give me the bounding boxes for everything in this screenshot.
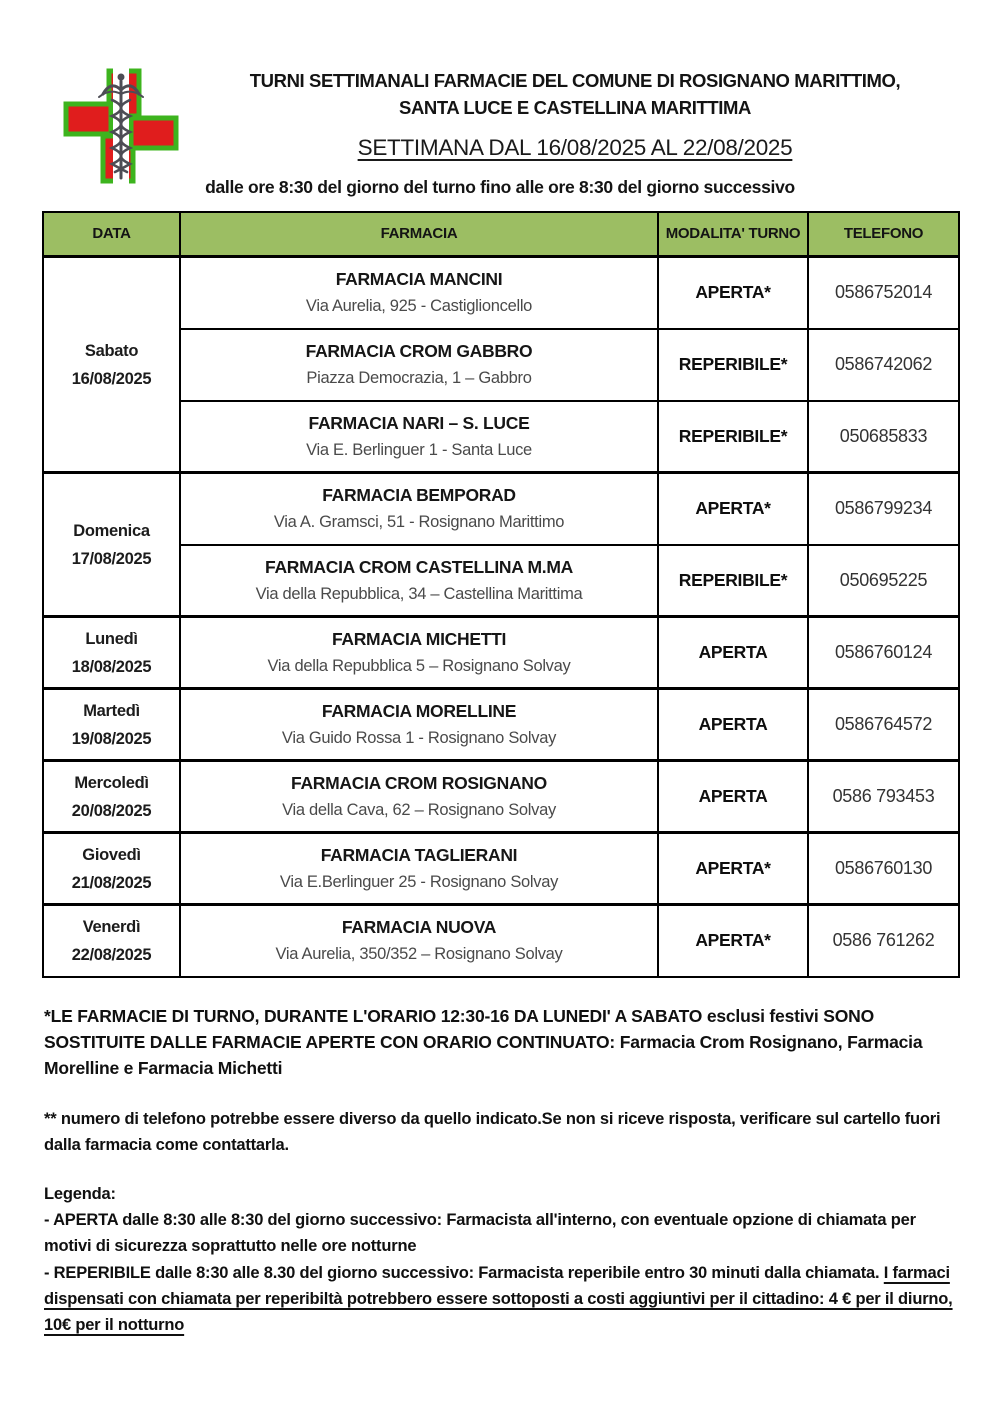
pharmacy-address: Via della Repubblica, 34 – Castellina Marittima xyxy=(255,584,583,603)
pharmacy-cross-caduceus-icon xyxy=(58,66,184,186)
table-row xyxy=(43,617,959,689)
day-date: 20/08/2025 xyxy=(71,801,152,820)
pharmacy-name: FARMACIA BEMPORAD xyxy=(322,485,516,506)
page-header xyxy=(0,0,1000,198)
substitution-note: *LE FARMACIE DI TURNO, DURANTE L'ORARIO 12:30-16 DA LUNEDI' A SABATO esclusi festivi SONO SOSTITUITE DALLE FARMACIE APERTE CON ORARIO CONTINUATO: Farmacia Crom Rosignano, Farmacia Morelline e Farmacia Michetti xyxy=(44,1005,923,1079)
column-header-modalita: MODALITA' TURNO xyxy=(658,212,808,257)
shift-mode: REPERIBILE* xyxy=(658,329,808,401)
table-row xyxy=(43,689,959,761)
day-date: 16/08/2025 xyxy=(71,369,152,388)
legend xyxy=(44,1181,956,1339)
pharmacy-cell xyxy=(180,905,658,977)
phone-number: 0586799234 xyxy=(808,473,959,545)
pharmacy-name: FARMACIA MANCINI xyxy=(335,269,503,290)
pharmacy-cell xyxy=(180,257,658,329)
shift-mode: REPERIBILE* xyxy=(658,545,808,617)
pharmacy-name: FARMACIA CROM ROSIGNANO xyxy=(291,773,547,794)
pharmacy-name: FARMACIA MORELLINE xyxy=(321,701,517,722)
shift-mode: APERTA xyxy=(658,617,808,689)
shift-mode: REPERIBILE* xyxy=(658,401,808,473)
shift-mode: APERTA* xyxy=(658,833,808,905)
day-name: Martedì xyxy=(83,701,140,720)
pharmacy-address: Via Guido Rossa 1 - Rosignano Solvay xyxy=(281,729,557,748)
pharmacy-address: Piazza Democrazia, 1 – Gabbro xyxy=(306,369,532,388)
day-name: Domenica xyxy=(73,521,150,540)
shift-mode: APERTA xyxy=(658,761,808,833)
pharmacy-address: Via Aurelia, 925 - Castiglioncello xyxy=(305,297,533,316)
table-row xyxy=(43,905,959,977)
shift-mode: APERTA* xyxy=(658,905,808,977)
pharmacy-name: FARMACIA NARI – S. LUCE xyxy=(308,412,530,433)
day-name: Mercoledì xyxy=(74,773,149,792)
table-row xyxy=(43,329,959,401)
week-range-heading: SETTIMANA DAL 16/08/2025 AL 22/08/2025 xyxy=(357,134,793,160)
legend-title: Legenda: xyxy=(44,1184,116,1203)
pharmacy-cell xyxy=(180,473,658,545)
pharmacy-name: FARMACIA MICHETTI xyxy=(331,629,507,650)
day-cell-giovedi xyxy=(43,833,180,905)
table-row xyxy=(43,473,959,545)
table-row xyxy=(43,401,959,473)
shift-mode: APERTA* xyxy=(658,257,808,329)
day-cell-sabato xyxy=(43,257,180,473)
pharmacy-address: Via Aurelia, 350/352 – Rosignano Solvay xyxy=(275,945,563,964)
phone-number: 0586 761262 xyxy=(808,905,959,977)
day-name: Venerdì xyxy=(82,917,141,936)
pharmacy-schedule-table xyxy=(42,211,960,978)
pharmacy-address: Via E. Berlinguer 1 - Santa Luce xyxy=(306,440,532,459)
pharmacy-address: Via della Repubblica 5 – Rosignano Solvay xyxy=(267,657,571,676)
day-name: Lunedì xyxy=(85,629,138,648)
pharmacy-cell xyxy=(180,545,658,617)
day-date: 18/08/2025 xyxy=(71,657,152,676)
pharmacy-address: Via della Cava, 62 – Rosignano Solvay xyxy=(282,801,556,820)
legend-aperta-definition: - APERTA dalle 8:30 alle 8:30 del giorno successivo: Farmacista all'interno, con eventuale opzione di chiamata per motivi di sicurezza soprattutto nelle ore notturne xyxy=(44,1210,916,1256)
pharmacy-name: FARMACIA CROM CASTELLINA M.MA xyxy=(265,556,573,577)
table-row xyxy=(43,761,959,833)
phone-number: 0586742062 xyxy=(808,329,959,401)
day-cell-mercoledi xyxy=(43,761,180,833)
phone-number: 0586760124 xyxy=(808,617,959,689)
legend-reperibile-costs-underlined: I farmaci dispensati con chiamata per reperibiltà potrebbero essere sottoposti a costi aggiuntivi per il cittadino: 4 € per il diurno, 10€ per il notturno xyxy=(44,1263,953,1335)
phone-number: 050695225 xyxy=(808,545,959,617)
pharmacy-name: FARMACIA TAGLIERANI xyxy=(320,845,518,866)
column-header-data: DATA xyxy=(43,212,180,257)
day-cell-domenica xyxy=(43,473,180,617)
table-header-row xyxy=(43,212,959,257)
pharmacy-cell xyxy=(180,689,658,761)
day-date: 19/08/2025 xyxy=(71,729,152,748)
shift-mode: APERTA xyxy=(658,689,808,761)
legend-reperibile-definition xyxy=(44,1260,956,1339)
pharmacy-cell xyxy=(180,401,658,473)
phone-number: 0586764572 xyxy=(808,689,959,761)
pharmacy-cell xyxy=(180,617,658,689)
day-cell-venerdi xyxy=(43,905,180,977)
pharmacy-name: FARMACIA CROM GABBRO xyxy=(305,341,533,362)
pharmacy-address: Via A. Gramsci, 51 - Rosignano Marittimo xyxy=(273,513,565,532)
pharmacy-name: FARMACIA NUOVA xyxy=(341,917,497,938)
title-block xyxy=(190,68,960,161)
pharmacy-cell xyxy=(180,761,658,833)
day-name: Sabato xyxy=(84,341,139,360)
pharmacy-cell xyxy=(180,329,658,401)
table-row xyxy=(43,257,959,329)
phone-number: 0586760130 xyxy=(808,833,959,905)
pharmacy-address: Via E.Berlinguer 25 - Rosignano Solvay xyxy=(279,873,559,892)
column-header-telefono: TELEFONO xyxy=(808,212,959,257)
table-row xyxy=(43,833,959,905)
phone-number: 0586 793453 xyxy=(808,761,959,833)
day-date: 22/08/2025 xyxy=(71,945,152,964)
phone-disclaimer-note: ** numero di telefono potrebbe essere diverso da quello indicato.Se non si riceve risposta, verificare sul cartello fuori dalla farmacia come contattarla. xyxy=(44,1110,941,1154)
day-cell-martedi xyxy=(43,689,180,761)
page-title-line2: SANTA LUCE E CASTELLINA MARITTIMA xyxy=(399,96,751,118)
pharmacy-cell xyxy=(180,833,658,905)
shift-hours-subtitle: dalle ore 8:30 del giorno del turno fino alle ore 8:30 del giorno successivo xyxy=(205,176,795,197)
day-date: 17/08/2025 xyxy=(71,549,152,568)
footnotes-section xyxy=(44,1003,956,1339)
day-date: 21/08/2025 xyxy=(71,873,152,892)
phone-number: 0586752014 xyxy=(808,257,959,329)
page-title-line1: TURNI SETTIMANALI FARMACIE DEL COMUNE DI ROSIGNANO MARITTIMO, xyxy=(249,70,901,91)
day-cell-lunedi xyxy=(43,617,180,689)
phone-number: 050685833 xyxy=(808,401,959,473)
table-row xyxy=(43,545,959,617)
legend-reperibile-plain: - REPERIBILE dalle 8:30 alle 8.30 del giorno successivo: Farmacista reperibile entro 30 minuti dalla chiamata. xyxy=(44,1263,884,1282)
day-name: Giovedì xyxy=(82,845,141,864)
column-header-farmacia: FARMACIA xyxy=(180,212,658,257)
shift-mode: APERTA* xyxy=(658,473,808,545)
